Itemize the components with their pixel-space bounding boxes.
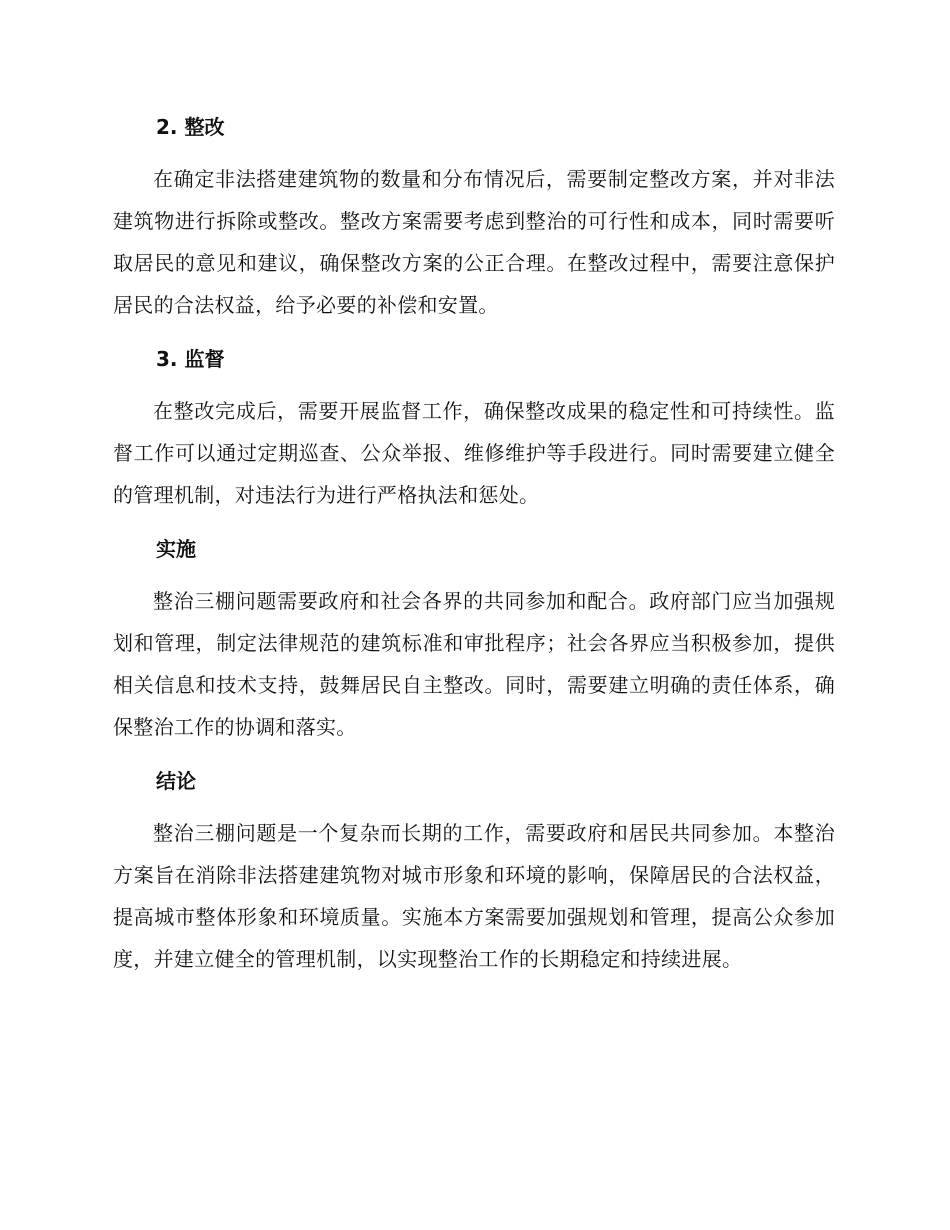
section-heading-supervision: 3. 监督 — [156, 347, 225, 371]
section-paragraph-supervision: 在整改完成后，需要开展监督工作，确保整改成果的稳定性和可持续性。监督工作可以通过定期巡查、公众举报、维修维护等手段进行。同时需要建立健全的管理机制，对违法行为进行严格执法和惩处。 — [113, 399, 835, 507]
section-heading-rectification: 2. 整改 — [156, 115, 225, 139]
section-heading-conclusion: 结论 — [156, 769, 196, 793]
section-paragraph-implementation: 整治三棚问题需要政府和社会各界的共同参加和配合。政府部门应当加强规划和管理，制定法律规范的建筑标准和审批程序；社会各界应当积极参加，提供相关信息和技术支持，鼓舞居民自主整改。同时，需要建立明确的责任体系，确保整治工作的协调和落实。 — [113, 589, 835, 739]
section-heading-implementation: 实施 — [156, 537, 196, 561]
section-paragraph-conclusion: 整治三棚问题是一个复杂而长期的工作，需要政府和居民共同参加。本整治方案旨在消除非法搭建建筑物对城市形象和环境的影响，保障居民的合法权益，提高城市整体形象和环境质量。实施本方案需要加强规划和管理，提高公众参加度，并建立健全的管理机制，以实现整治工作的长期稳定和持续进展。 — [113, 821, 835, 971]
section-paragraph-rectification: 在确定非法搭建建筑物的数量和分布情况后，需要制定整改方案，并对非法建筑物进行拆除或整改。整改方案需要考虑到整治的可行性和成本，同时需要听取居民的意见和建议，确保整改方案的公正合理。在整改过程中，需要注意保护居民的合法权益，给予必要的补偿和安置。 — [113, 167, 835, 317]
document-body — [113, 108, 835, 994]
